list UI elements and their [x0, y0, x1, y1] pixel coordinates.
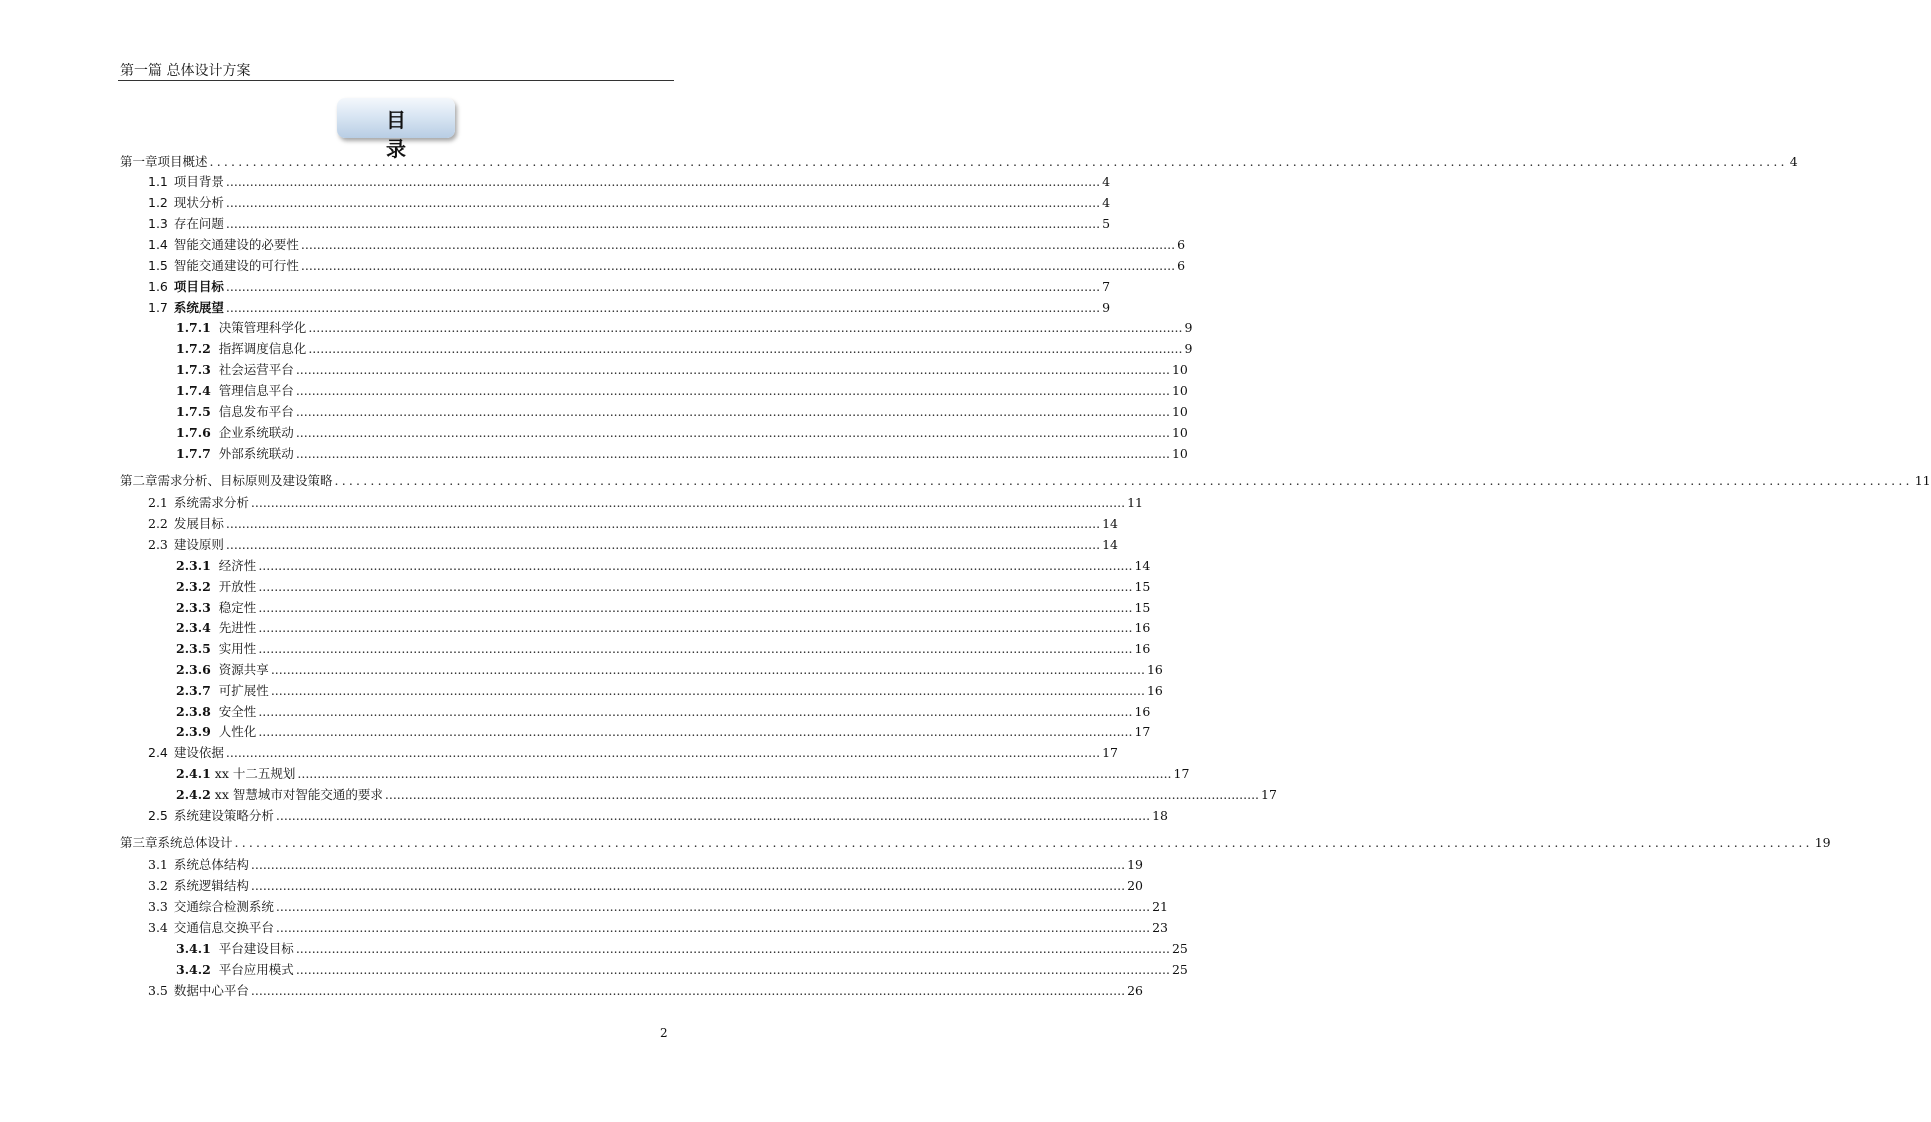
toc-entry-number: 2.3.1 [176, 558, 211, 573]
toc-entry-label: 项目概述 [157, 154, 208, 169]
toc-entry-label: 企业系统联动 [218, 425, 294, 440]
toc-entry-number: 3.4.2 [176, 962, 211, 977]
toc-entry-label: 稳定性 [218, 600, 257, 615]
toc-entry-number: 2.2 [148, 516, 168, 531]
toc-leader-dots: ............................................................................................................................................................................................................................ [250, 857, 1126, 872]
toc-entry[interactable] [148, 918, 1168, 936]
toc-entry-label: 平台建设目标 [218, 941, 294, 956]
toc-entry[interactable] [176, 681, 1163, 699]
toc-entry-page: 15 [1134, 579, 1151, 594]
toc-leader-dots: ............................................................................................................................................................................................................................ [295, 941, 1170, 956]
toc-entry-number: 第三章 [120, 835, 158, 850]
toc-leader-dots: ............................................................................................................................................................................................................................ [250, 878, 1126, 893]
toc-entry-page: 25 [1171, 962, 1188, 977]
toc-entry-page: 18 [1152, 808, 1168, 823]
toc-entry-label: 系统总体结构 [173, 857, 249, 872]
toc-leader-dots: ............................................................................................................................................................................................................................ [209, 154, 1788, 169]
toc-entry[interactable] [148, 493, 1143, 511]
toc-leader-dots: ............................................................................................................................................................................................................................ [295, 404, 1170, 419]
toc-entry[interactable] [148, 981, 1143, 999]
toc-entry[interactable] [176, 722, 1151, 740]
toc-entry-label: 资源共享 [218, 662, 269, 677]
toc-leader-dots: ............................................................................................................................................................................................................................ [300, 237, 1176, 252]
toc-entry-label: 系统建设策略分析 [173, 808, 274, 823]
toc-entry[interactable] [148, 193, 1111, 211]
toc-leader-dots: ............................................................................................................................................................................................................................ [308, 320, 1183, 335]
toc-entry[interactable] [176, 423, 1188, 441]
toc-leader-dots: ............................................................................................................................................................................................................................ [275, 920, 1151, 935]
toc-entry[interactable] [148, 256, 1186, 274]
toc-entry[interactable] [176, 785, 1277, 803]
toc-leader-dots: ............................................................................................................................................................................................................................ [225, 537, 1101, 552]
toc-entry-page: 4 [1102, 195, 1111, 210]
toc-leader-dots: ............................................................................................................................................................................................................................ [297, 766, 1172, 781]
toc-entry[interactable] [176, 402, 1188, 420]
toc-entry-number: 2.3.3 [176, 600, 211, 615]
toc-entry-number: 1.7.1 [176, 320, 211, 335]
toc-entry-label: 安全性 [218, 704, 257, 719]
toc-entry-page: 15 [1134, 600, 1151, 615]
toc-entry-page: 4 [1102, 174, 1111, 189]
toc-entry[interactable] [148, 743, 1118, 761]
toc-entry-number: 2.3.6 [176, 662, 211, 677]
toc-entry-page: 6 [1177, 258, 1186, 273]
toc-entry-number: 2.3 [148, 537, 168, 552]
toc-entry-number: 1.4 [148, 237, 168, 252]
toc-entry-number: 1.7.6 [176, 425, 211, 440]
toc-entry-page: 16 [1146, 662, 1163, 677]
toc-entry-label: 数据中心平台 [173, 983, 249, 998]
toc-entry[interactable] [176, 702, 1151, 720]
toc-leader-dots: ............................................................................................................................................................................................................................ [225, 300, 1101, 315]
toc-entry-page: 9 [1102, 300, 1111, 315]
toc-entry-page: 19 [1127, 857, 1143, 872]
toc-leader-dots: ............................................................................................................................................................................................................................ [225, 516, 1101, 531]
toc-entry[interactable] [148, 806, 1168, 824]
toc-entry-label: 人性化 [218, 724, 257, 739]
toc-entry-page: 16 [1134, 641, 1151, 656]
toc-entry-page: 9 [1184, 341, 1193, 356]
toc-entry-number: 2.3.9 [176, 724, 211, 739]
toc-entry-number: 3.3 [148, 899, 168, 914]
toc-leader-dots: ............................................................................................................................................................................................................................ [258, 704, 1133, 719]
toc-entry-label: 社会运营平台 [218, 362, 294, 377]
toc-entry-number: 1.7.7 [176, 446, 211, 461]
toc-entry[interactable] [148, 277, 1111, 295]
toc-entry-page: 19 [1814, 835, 1831, 850]
toc-entry[interactable] [120, 833, 1831, 851]
toc-entry-number: 3.4.1 [176, 941, 211, 956]
toc-entry-page: 26 [1127, 983, 1143, 998]
toc-entry-number: 3.1 [148, 857, 168, 872]
toc-entry-page: 21 [1152, 899, 1168, 914]
toc-entry[interactable] [176, 381, 1188, 399]
toc-leader-dots: ............................................................................................................................................................................................................................ [308, 341, 1183, 356]
toc-leader-dots: ............................................................................................................................................................................................................................ [225, 216, 1101, 231]
toc-entry-label: 系统总体设计 [157, 835, 233, 850]
toc-leader-dots: ............................................................................................................................................................................................................................ [258, 620, 1133, 635]
toc-entry[interactable] [120, 471, 1931, 489]
toc-entry-page: 14 [1102, 537, 1118, 552]
toc-entry-number: 2.3.2 [176, 579, 211, 594]
toc-leader-dots: ............................................................................................................................................................................................................................ [275, 808, 1151, 823]
toc-entry-number: 1.2 [148, 195, 168, 210]
toc-entry-number: 1.7.4 [176, 383, 211, 398]
toc-leader-dots: ............................................................................................................................................................................................................................ [270, 662, 1145, 677]
toc-entry-label: 指挥调度信息化 [218, 341, 307, 356]
toc-entry-page: 23 [1152, 920, 1168, 935]
toc-leader-dots: ............................................................................................................................................................................................................................ [258, 641, 1133, 656]
toc-entry[interactable] [176, 660, 1163, 678]
toc-entry-number: 2.4.2 [176, 787, 211, 802]
toc-leader-dots: ............................................................................................................................................................................................................................ [258, 724, 1133, 739]
toc-entry[interactable] [176, 556, 1151, 574]
toc-leader-dots: ............................................................................................................................................................................................................................ [275, 899, 1151, 914]
toc-entry-label: 开放性 [218, 579, 257, 594]
toc-entry-page: 16 [1146, 683, 1163, 698]
toc-entry-number: 2.3.7 [176, 683, 211, 698]
toc-entry-page: 17 [1134, 724, 1151, 739]
toc-entry-label: 平台应用模式 [218, 962, 294, 977]
toc-entry-number: 2.4 [148, 745, 168, 760]
toc-entry-label: 可扩展性 [218, 683, 269, 698]
toc-entry-label: 决策管理科学化 [218, 320, 307, 335]
toc-entry-number: 2.3.4 [176, 620, 211, 635]
toc-entry-label: 信息发布平台 [218, 404, 294, 419]
toc-entry[interactable] [176, 318, 1193, 336]
toc-entry-number: 1.3 [148, 216, 168, 231]
toc-entry-page: 20 [1127, 878, 1143, 893]
toc-entry-page: 10 [1171, 383, 1188, 398]
toc-entry-label: 存在问题 [173, 216, 224, 231]
toc-entry-number: 1.6 [148, 279, 168, 294]
toc-entry-label: 智能交通建设的必要性 [173, 237, 299, 252]
running-header: 第一篇 总体设计方案 [120, 63, 251, 79]
toc-leader-dots: ............................................................................................................................................................................................................................ [295, 383, 1170, 398]
toc-entry-number: 1.7.5 [176, 404, 211, 419]
toc-entry-number: 2.1 [148, 495, 168, 510]
toc-entry[interactable] [148, 214, 1111, 232]
toc-entry[interactable] [176, 360, 1188, 378]
toc-entry-page: 4 [1789, 154, 1798, 169]
toc-leader-dots: ............................................................................................................................................................................................................................ [250, 495, 1126, 510]
toc-entry-label: 系统需求分析 [173, 495, 249, 510]
toc-entry-number: 3.5 [148, 983, 168, 998]
toc-leader-dots: ............................................................................................................................................................................................................................ [295, 446, 1170, 461]
toc-entry-label: 建设原则 [173, 537, 224, 552]
toc-entry[interactable] [148, 172, 1111, 190]
toc-entry-page: 10 [1171, 404, 1188, 419]
toc-leader-dots: ............................................................................................................................................................................................................................ [295, 425, 1170, 440]
page-number: 2 [660, 1026, 668, 1040]
toc-entry[interactable] [176, 618, 1151, 636]
toc-entry[interactable] [120, 152, 1798, 170]
toc-entry-page: 6 [1177, 237, 1186, 252]
toc-entry-label: 交通综合检测系统 [173, 899, 274, 914]
toc-entry[interactable] [176, 960, 1188, 978]
toc-entry-page: 10 [1171, 362, 1188, 377]
toc-entry[interactable] [148, 876, 1143, 894]
toc-leader-dots: ............................................................................................................................................................................................................................ [250, 983, 1126, 998]
toc-entry-page: 16 [1134, 704, 1151, 719]
toc-entry-number: 第一章 [120, 154, 158, 169]
toc-entry-number: 2.5 [148, 808, 168, 823]
toc-entry-page: 10 [1171, 425, 1188, 440]
toc-entry[interactable] [176, 577, 1151, 595]
toc-entry-number: 第二章 [120, 473, 158, 488]
toc-entry-label: 系统逻辑结构 [173, 878, 249, 893]
toc-entry-label: 项目目标 [173, 279, 224, 294]
toc-entry-label: 经济性 [218, 558, 257, 573]
toc-entry-number: 2.3.8 [176, 704, 211, 719]
toc-entry-label: 管理信息平台 [218, 383, 294, 398]
toc-entry[interactable] [148, 514, 1118, 532]
toc-entry-page: 14 [1134, 558, 1151, 573]
toc-entry-label: 外部系统联动 [218, 446, 294, 461]
toc-entry[interactable] [148, 897, 1168, 915]
toc-leader-dots: ............................................................................................................................................................................................................................ [258, 558, 1133, 573]
toc-leader-dots: ............................................................................................................................................................................................................................ [225, 279, 1101, 294]
toc-entry-page: 9 [1184, 320, 1193, 335]
toc-entry[interactable] [148, 855, 1143, 873]
toc-entry-page: 7 [1102, 279, 1111, 294]
toc-title: 目 录 [386, 108, 426, 161]
toc-leader-dots: ............................................................................................................................................................................................................................ [258, 600, 1133, 615]
toc-entry-label: 系统展望 [173, 300, 224, 315]
toc-entry-label: 项目背景 [173, 174, 224, 189]
toc-entry-number: 3.2 [148, 878, 168, 893]
toc-entry-label: 需求分析、目标原则及建设策略 [157, 473, 333, 488]
toc-entry-number: 2.4.1 [176, 766, 211, 781]
toc-entry-number: 3.4 [148, 920, 168, 935]
toc-entry-number: 2.3.5 [176, 641, 211, 656]
toc-entry[interactable] [148, 298, 1111, 316]
toc-entry-label: 交通信息交换平台 [173, 920, 274, 935]
toc-entry-number: 1.5 [148, 258, 168, 273]
toc-entry[interactable] [176, 639, 1151, 657]
toc-entry-label: 实用性 [218, 641, 257, 656]
toc-entry-number: 1.7.3 [176, 362, 211, 377]
toc-entry-number: 1.7 [148, 300, 168, 315]
toc-leader-dots: ............................................................................................................................................................................................................................ [270, 683, 1145, 698]
toc-leader-dots: ............................................................................................................................................................................................................................ [225, 195, 1101, 210]
toc-entry-page: 14 [1102, 516, 1118, 531]
toc-entry[interactable] [176, 764, 1190, 782]
toc-entry-page: 16 [1134, 620, 1151, 635]
toc-leader-dots: ............................................................................................................................................................................................................................ [258, 579, 1133, 594]
toc-entry-page: 5 [1102, 216, 1111, 231]
toc-entry-page: 25 [1171, 941, 1188, 956]
toc-entry-page: 11 [1127, 495, 1143, 510]
toc-entry-number: 1.1 [148, 174, 168, 189]
toc-entry[interactable] [176, 939, 1188, 957]
toc-entry-page: 11 [1914, 473, 1931, 488]
toc-entry[interactable] [176, 598, 1151, 616]
toc-entry-label: 智能交通建设的可行性 [173, 258, 299, 273]
toc-entry-label: 现状分析 [173, 195, 224, 210]
toc-entry-label: 发展目标 [173, 516, 224, 531]
toc-entry-number: 1.7.2 [176, 341, 211, 356]
toc-entry-label: 建设依据 [173, 745, 224, 760]
toc-entry-label: 先进性 [218, 620, 257, 635]
toc-leader-dots: ............................................................................................................................................................................................................................ [225, 174, 1101, 189]
toc-entry[interactable] [176, 339, 1193, 357]
toc-entry-page: 17 [1173, 766, 1190, 781]
toc-entry[interactable] [176, 444, 1188, 462]
toc-leader-dots: ............................................................................................................................................................................................................................ [300, 258, 1176, 273]
toc-entry-page: 17 [1261, 787, 1277, 802]
toc-entry[interactable] [148, 235, 1186, 253]
toc-entry-page: 10 [1171, 446, 1188, 461]
toc-leader-dots: ............................................................................................................................................................................................................................ [225, 745, 1101, 760]
toc-leader-dots: ............................................................................................................................................................................................................................ [384, 787, 1260, 802]
toc-entry-label: xx 智慧城市对智能交通的要求 [214, 787, 383, 802]
toc-leader-dots: ............................................................................................................................................................................................................................ [295, 962, 1170, 977]
toc-entry[interactable] [148, 535, 1118, 553]
toc-leader-dots: ............................................................................................................................................................................................................................ [295, 362, 1170, 377]
toc-entry-label: xx 十二五规划 [214, 766, 296, 781]
toc-leader-dots: ............................................................................................................................................................................................................................ [334, 473, 1913, 488]
toc-leader-dots: ............................................................................................................................................................................................................................ [234, 835, 1813, 850]
toc-entry-page: 17 [1102, 745, 1118, 760]
